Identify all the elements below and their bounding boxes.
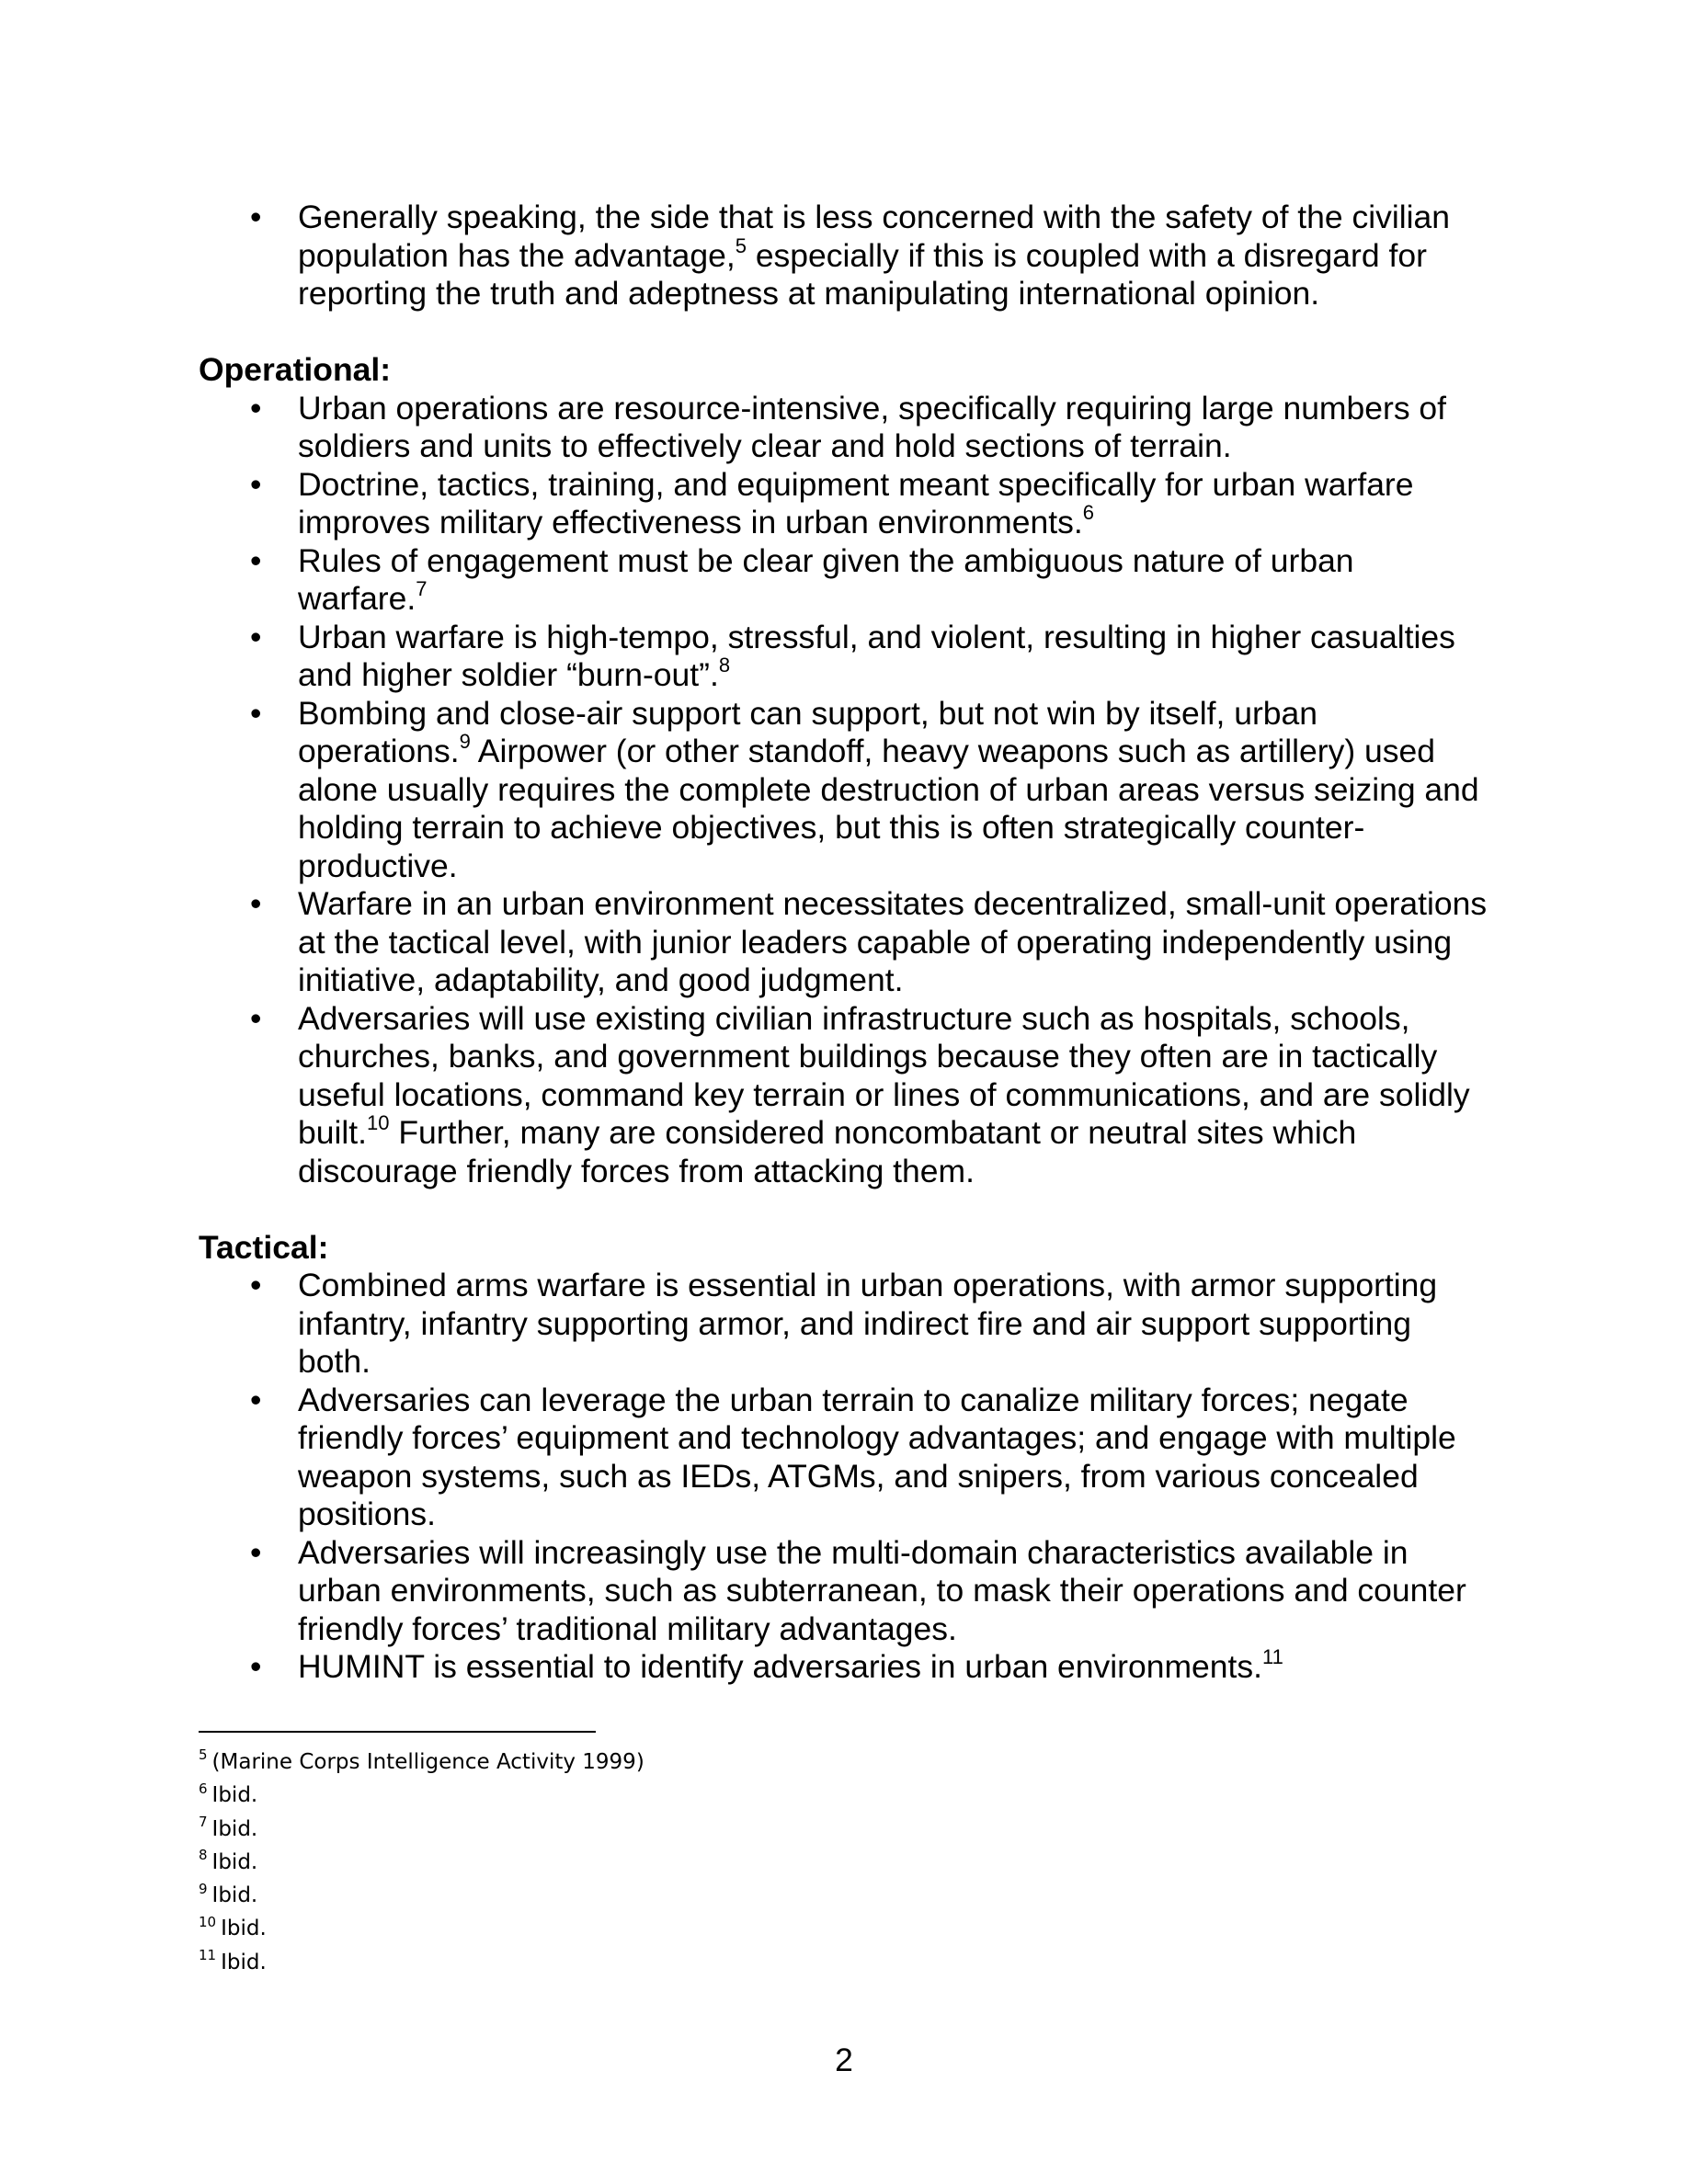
section-spacer [199, 1190, 1489, 1229]
tactical-heading: Tactical: [199, 1228, 329, 1266]
bullet-item [199, 695, 1489, 886]
bullet-item [199, 1000, 1489, 1191]
operational-bullet-list [199, 390, 1489, 1191]
footnote-reference: 10 [367, 1111, 390, 1135]
bullet-marker: • [250, 618, 262, 655]
footnote-text: Ibid. [211, 1849, 258, 1874]
bullet-text: Adversaries can leverage the urban terrain to canalize military forces; negate friendly forces’ equipment and technology advantages; and engage with multiple weapon systems, such as IEDs, ATGMs, and snipers, from various concealed positions. [298, 1381, 1456, 1532]
bullet-marker: • [250, 694, 262, 732]
footnote-text: Ibid. [211, 1883, 258, 1908]
footnote-entry [199, 1813, 1302, 1846]
bullet-text: Combined arms warfare is essential in urban operations, with armor supporting infantry, infantry supporting armor, and indirect fire and air support supporting both. [298, 1267, 1438, 1380]
bullet-marker: • [250, 389, 262, 427]
footnote-text: Ibid. [211, 1816, 258, 1841]
footnote-reference: 8 [718, 654, 731, 677]
bullet-item [199, 390, 1489, 466]
bullet-text: Warfare in an urban environment necessitates decentralized, small-unit operations at the tactical level, with junior leaders capable of operating independently using initiative, adaptability, and good judgment. [298, 885, 1488, 998]
bullet-marker: • [250, 1533, 262, 1571]
bullet-item [199, 1534, 1489, 1649]
footnote-text: Ibid. [221, 1950, 267, 1974]
bullet-marker: • [250, 999, 262, 1037]
bullet-text: Bombing and close-air support can support, but not win by itself, urban operations. [298, 694, 1318, 769]
bullet-item [199, 885, 1489, 1000]
bullet-marker: • [250, 465, 262, 503]
footnote-number: 6 [199, 1780, 208, 1797]
footnote-entry [199, 1946, 1302, 1979]
footnote-number: 7 [199, 1813, 208, 1830]
footnote-text: Ibid. [221, 1917, 267, 1941]
page-number: 2 [835, 2042, 853, 2078]
bullet-marker: • [250, 1267, 262, 1303]
bullet-text: Doctrine, tactics, training, and equipment meant specifically for urban warfare improves military effectiveness in urban environments. [298, 465, 1414, 540]
footnote-entry [199, 1779, 1302, 1812]
bullet-marker: • [250, 541, 262, 579]
bullet-item [199, 1267, 1489, 1382]
bullet-text: Further, many are considered noncombatant or neutral sites which discourage friendly forces from attacking them. [298, 1114, 1357, 1189]
footnotes [199, 1746, 1302, 1979]
page-body [199, 199, 1489, 1687]
footnote-number: 5 [199, 1746, 208, 1764]
operational-heading: Operational: [199, 351, 392, 388]
tactical-bullet-list [199, 1267, 1489, 1687]
footnote-separator [199, 1731, 596, 1733]
footnote-text: Ibid. [211, 1783, 258, 1808]
bullet-text: Urban operations are resource-intensive, specifically requiring large numbers of soldiers and units to effectively clear and hold sections of terrain. [298, 389, 1447, 464]
footnote-entry [199, 1846, 1302, 1879]
footnote-reference: 7 [416, 577, 428, 601]
bullet-item [199, 619, 1489, 695]
bullet-item [199, 199, 1489, 313]
bullet-text: Urban warfare is high-tempo, stressful, and violent, resulting in higher casualties and higher soldier “burn-out”. [298, 618, 1455, 693]
section-spacer [199, 313, 1489, 352]
bullet-item [199, 1645, 1489, 1687]
bullet-text: Rules of engagement must be clear given the ambiguous nature of urban warfare. [298, 541, 1354, 617]
bullet-text: Adversaries will use existing civilian infrastructure such as hospitals, schools, churches, banks, and government buildings because they often are in tactically useful locations, command key terrain or lines of communications, and are solidly built. [298, 999, 1470, 1151]
footnote-reference: 6 [1082, 501, 1094, 525]
footnote-number: 11 [199, 1947, 217, 1964]
footnote-reference: 9 [459, 730, 471, 754]
bullet-text: Adversaries will increasingly use the multi-domain characteristics available in urban environments, such as subterranean, to mask their operations and counter friendly forces’ traditional military advantages. [298, 1533, 1466, 1647]
intro-bullet-list [199, 199, 1489, 313]
footnote-number: 10 [199, 1913, 217, 1930]
bullet-item [199, 466, 1489, 542]
footnote-entry [199, 1746, 1302, 1779]
bullet-marker: • [250, 885, 262, 922]
bullet-marker: • [250, 199, 262, 235]
bullet-item [199, 542, 1489, 619]
bullet-text: Airpower (or other standoff, heavy weapons such as artillery) used alone usually requires the complete destruction of urban areas versus seizing and holding terrain to achieve objectives, but this is often strategically counter-productive. [298, 733, 1479, 884]
footnote-entry [199, 1879, 1302, 1912]
footnote-entry [199, 1912, 1302, 1945]
footnote-reference: 11 [1262, 1645, 1283, 1669]
footnote-text: (Marine Corps Intelligence Activity 1999) [211, 1750, 644, 1774]
bullet-text: Generally speaking, the side that is less concerned with the safety of the civilian population has the advantage, [298, 199, 1451, 274]
bullet-text: HUMINT is essential to identify adversaries in urban environments. [298, 1648, 1263, 1685]
footnote-reference: 5 [735, 233, 747, 257]
bullet-item [199, 1382, 1489, 1534]
footnote-number: 9 [199, 1880, 208, 1897]
bullet-text: especially if this is coupled with a disregard for reporting the truth and adeptness at manipulating international opinion. [298, 236, 1427, 312]
bullet-marker: • [250, 1648, 262, 1685]
footnote-number: 8 [199, 1847, 208, 1864]
bullet-marker: • [250, 1381, 262, 1418]
